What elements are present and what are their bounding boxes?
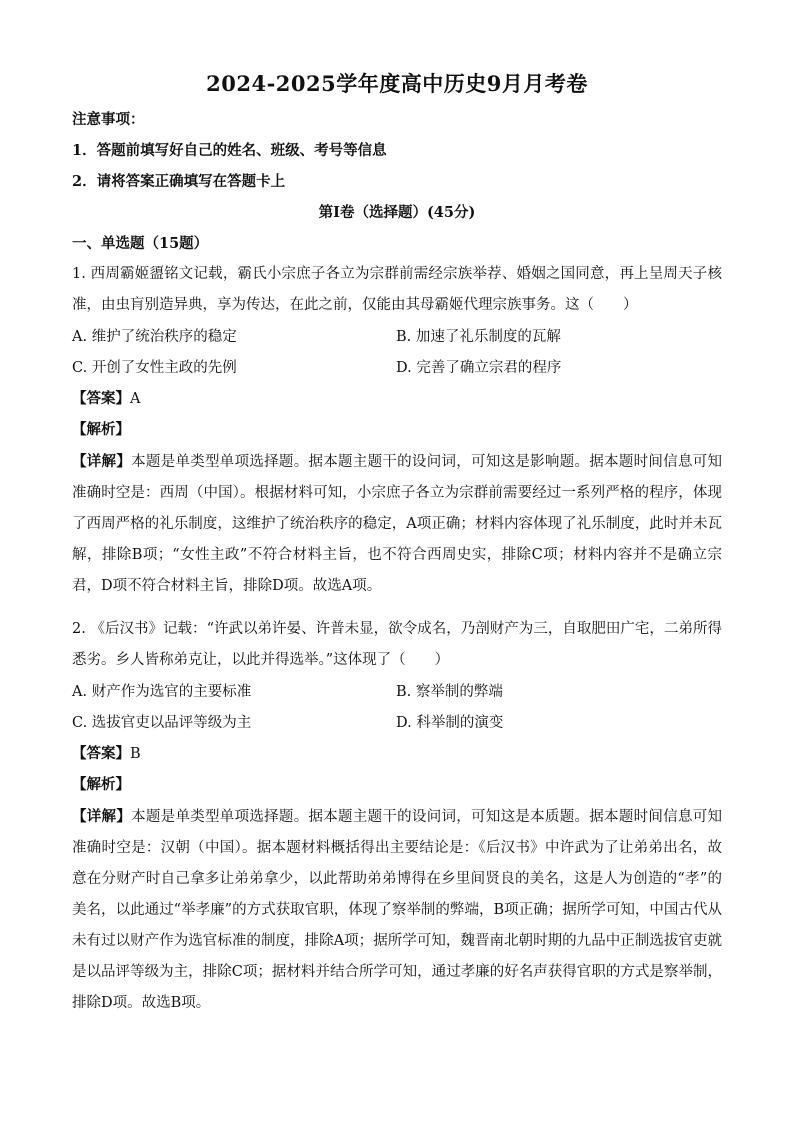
option-d: D. 完善了确立宗君的程序 [396,360,562,376]
notice-item: 2．请将答案正确填写在答题卡上 [72,173,286,190]
answer-value: B [130,746,141,762]
detail-text: 本题是单类型单项选择题。据本题主题干的设问词，可知这是本质题。据本题时间信息可知准确时空是：汉朝（中国）。据本题材料概括得出主要结论是：《后汉书》中许武为了让弟弟出名，故意在分财产时自己拿多让弟弟拿少，以此帮助弟弟博得在乡里间贤良的美名，这是人为创造的“孝”的美名，以此通过“举孝廉”的方式获取官职，体现了察举制的弊端，B项正确；据所学可知，中国古代从未有过以财产作为选官标准的制度，排除A项；据所学可知，魏晋南北朝时期的九品中正制选拔官吏就是以品评等级为主，排除C项；据材料并结合所学可知，通过孝廉的好名声获得官职的方式是察举制，排除D项。故选B项。 [72,809,723,1011]
option-d: D. 科举制的演变 [396,715,504,731]
analysis-label [72,420,722,440]
option-b: B. 察举制的弊端 [396,684,503,700]
answer-label: 【答案】 [72,745,130,762]
question-stem: 1. 西周霸姬盨铭文记载，霸氏小宗庶子各立为宗群前需经宗族举荐、婚姻之国同意，再上呈周天子核准，由虫肓别造异典，享为传达，在此之前，仅能由其母霸姬代理宗族事务。这（ ） [72,266,722,313]
option-c: C. 选拔官吏以品评等级为主 [72,715,252,731]
notice-item: 1．答题前填写好自己的姓名、班级、考号等信息 [72,142,387,159]
page-title: 2024-2025学年度高中历史9月月考卷 [206,71,588,96]
question-stem: 2. 《后汉书》记载：“许武以弟许晏、许普未显，欲令成名，乃剖财产为三，自取肥田广宅，二弟所得悉劣。乡人皆称弟克让，以此并得选举。”这体现了（ ） [72,621,722,668]
detail-text: 本题是单类型单项选择题。据本题主题干的设问词，可知这是影响题。据本题时间信息可知准确时空是：西周（中国）。根据材料可知，小宗庶子各立为宗群前需要经过一系列严格的程序，体现了西周严格的礼乐制度，这维护了统治秩序的稳定，A项正确；材料内容体现了礼乐制度，此时并未瓦解，排除B项；“女性主政”不符合材料主旨，也不符合西周史实，排除C项；材料内容并不是确立宗君，D项不符合材料主旨，排除D项。故选A项。 [72,454,723,594]
detail-paragraph [72,446,722,602]
analysis-label-text: 【解析】 [72,421,130,438]
answer-value: A [130,391,141,407]
analysis-label [72,775,722,795]
answer-line [72,744,722,764]
option-a: A. 财产作为选官的主要标准 [72,684,252,700]
detail-label: 【详解】 [72,808,132,825]
answer-line [72,389,722,409]
answer-label: 【答案】 [72,390,130,407]
part-title: 第I卷（选择题）(45分) [318,204,476,221]
analysis-label-text: 【解析】 [72,776,130,793]
notice-heading: 注意事项： [72,111,145,128]
option-c: C. 开创了女性主政的先例 [72,360,237,376]
option-b: B. 加速了礼乐制度的瓦解 [396,329,561,345]
option-a: A. 维护了统治秩序的稳定 [72,329,237,345]
detail-paragraph [72,801,722,1019]
detail-label: 【详解】 [72,453,132,470]
section-title: 一、单选题（15题） [72,235,209,252]
